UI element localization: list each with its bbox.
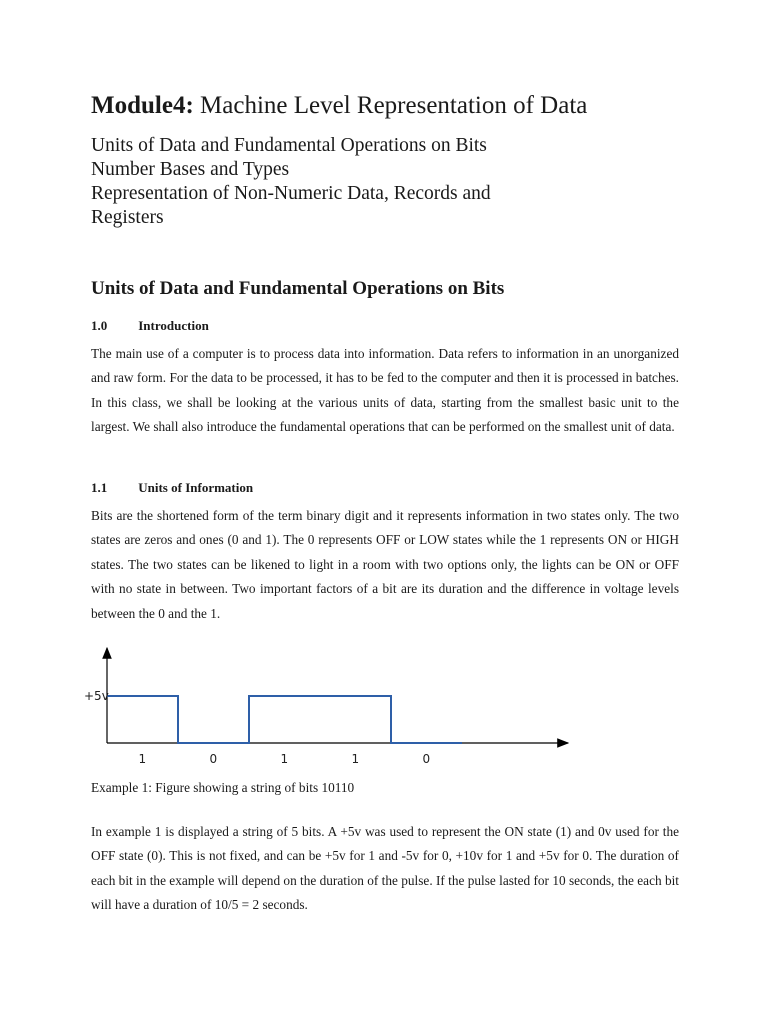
units-paragraph: Bits are the shortened form of the term binary digit and it represents information in two states only. The two states are zeros and ones (0 and 1). The 0 represents OFF or LOW states while the 1 represents ON or HIGH states. The two states can be likened to light in a room with two options only, the lights can be ON or OFF with no state in between. Two important factors of a bit are its duration and the difference in voltage levels between the 0 and the 1. — [91, 508, 679, 621]
figure-caption: Example 1: Figure showing a string of bits 10110 — [91, 780, 355, 795]
subheading-number: 1.0 — [91, 318, 108, 333]
bit-label: 1 — [351, 752, 360, 766]
topic-item: Units of Data and Fundamental Operations on Bits — [91, 135, 487, 156]
subheading-title: Introduction — [138, 318, 209, 333]
bit-label: 1 — [280, 752, 289, 766]
subheading-units-of-information — [91, 480, 253, 496]
bit-label: 0 — [209, 752, 218, 766]
module-title — [91, 92, 587, 120]
subheading-title: Units of Information — [138, 480, 254, 495]
bit-waveform-line — [107, 696, 462, 743]
module-number: Module4: — [91, 92, 194, 119]
subheading-introduction — [91, 318, 209, 334]
topic-item: Number Bases and Types — [91, 159, 290, 180]
voltage-label: +5v — [84, 689, 109, 703]
waveform-svg — [82, 640, 582, 780]
example-paragraph: In example 1 is displayed a string of 5 bits. A +5v was used to represent the ON state (1) and 0v used for the OFF state (0). This is not fixed, and can be +5v for 1 and -5v for 0, +10v for 1 and +5v for 0. The duration of each bit in the example will depend on the duration of the pulse. If the pulse lasted for 10 seconds, the each bit will have a duration of 10/5 = 2 seconds. — [91, 824, 679, 913]
introduction-paragraph: The main use of a computer is to process data into information. Data refers to information in an unorganized and raw form. For the data to be processed, it has to be fed to the computer and then it is processed in batches. In this class, we shall be looking at the various units of data, starting from the smallest basic unit to the largest. We shall also introduce the fundamental operations that can be performed on the smallest unit of data. — [91, 346, 679, 435]
bit-label: 1 — [138, 752, 147, 766]
module-title-text: Machine Level Representation of Data — [200, 92, 588, 119]
subheading-number: 1.1 — [91, 480, 108, 495]
module-topics — [91, 134, 551, 230]
section-heading: Units of Data and Fundamental Operations on Bits — [91, 278, 505, 299]
bit-waveform-figure — [82, 640, 582, 780]
topic-item: Representation of Non-Numeric Data, Records and Registers — [91, 183, 491, 228]
bit-label: 0 — [422, 752, 431, 766]
